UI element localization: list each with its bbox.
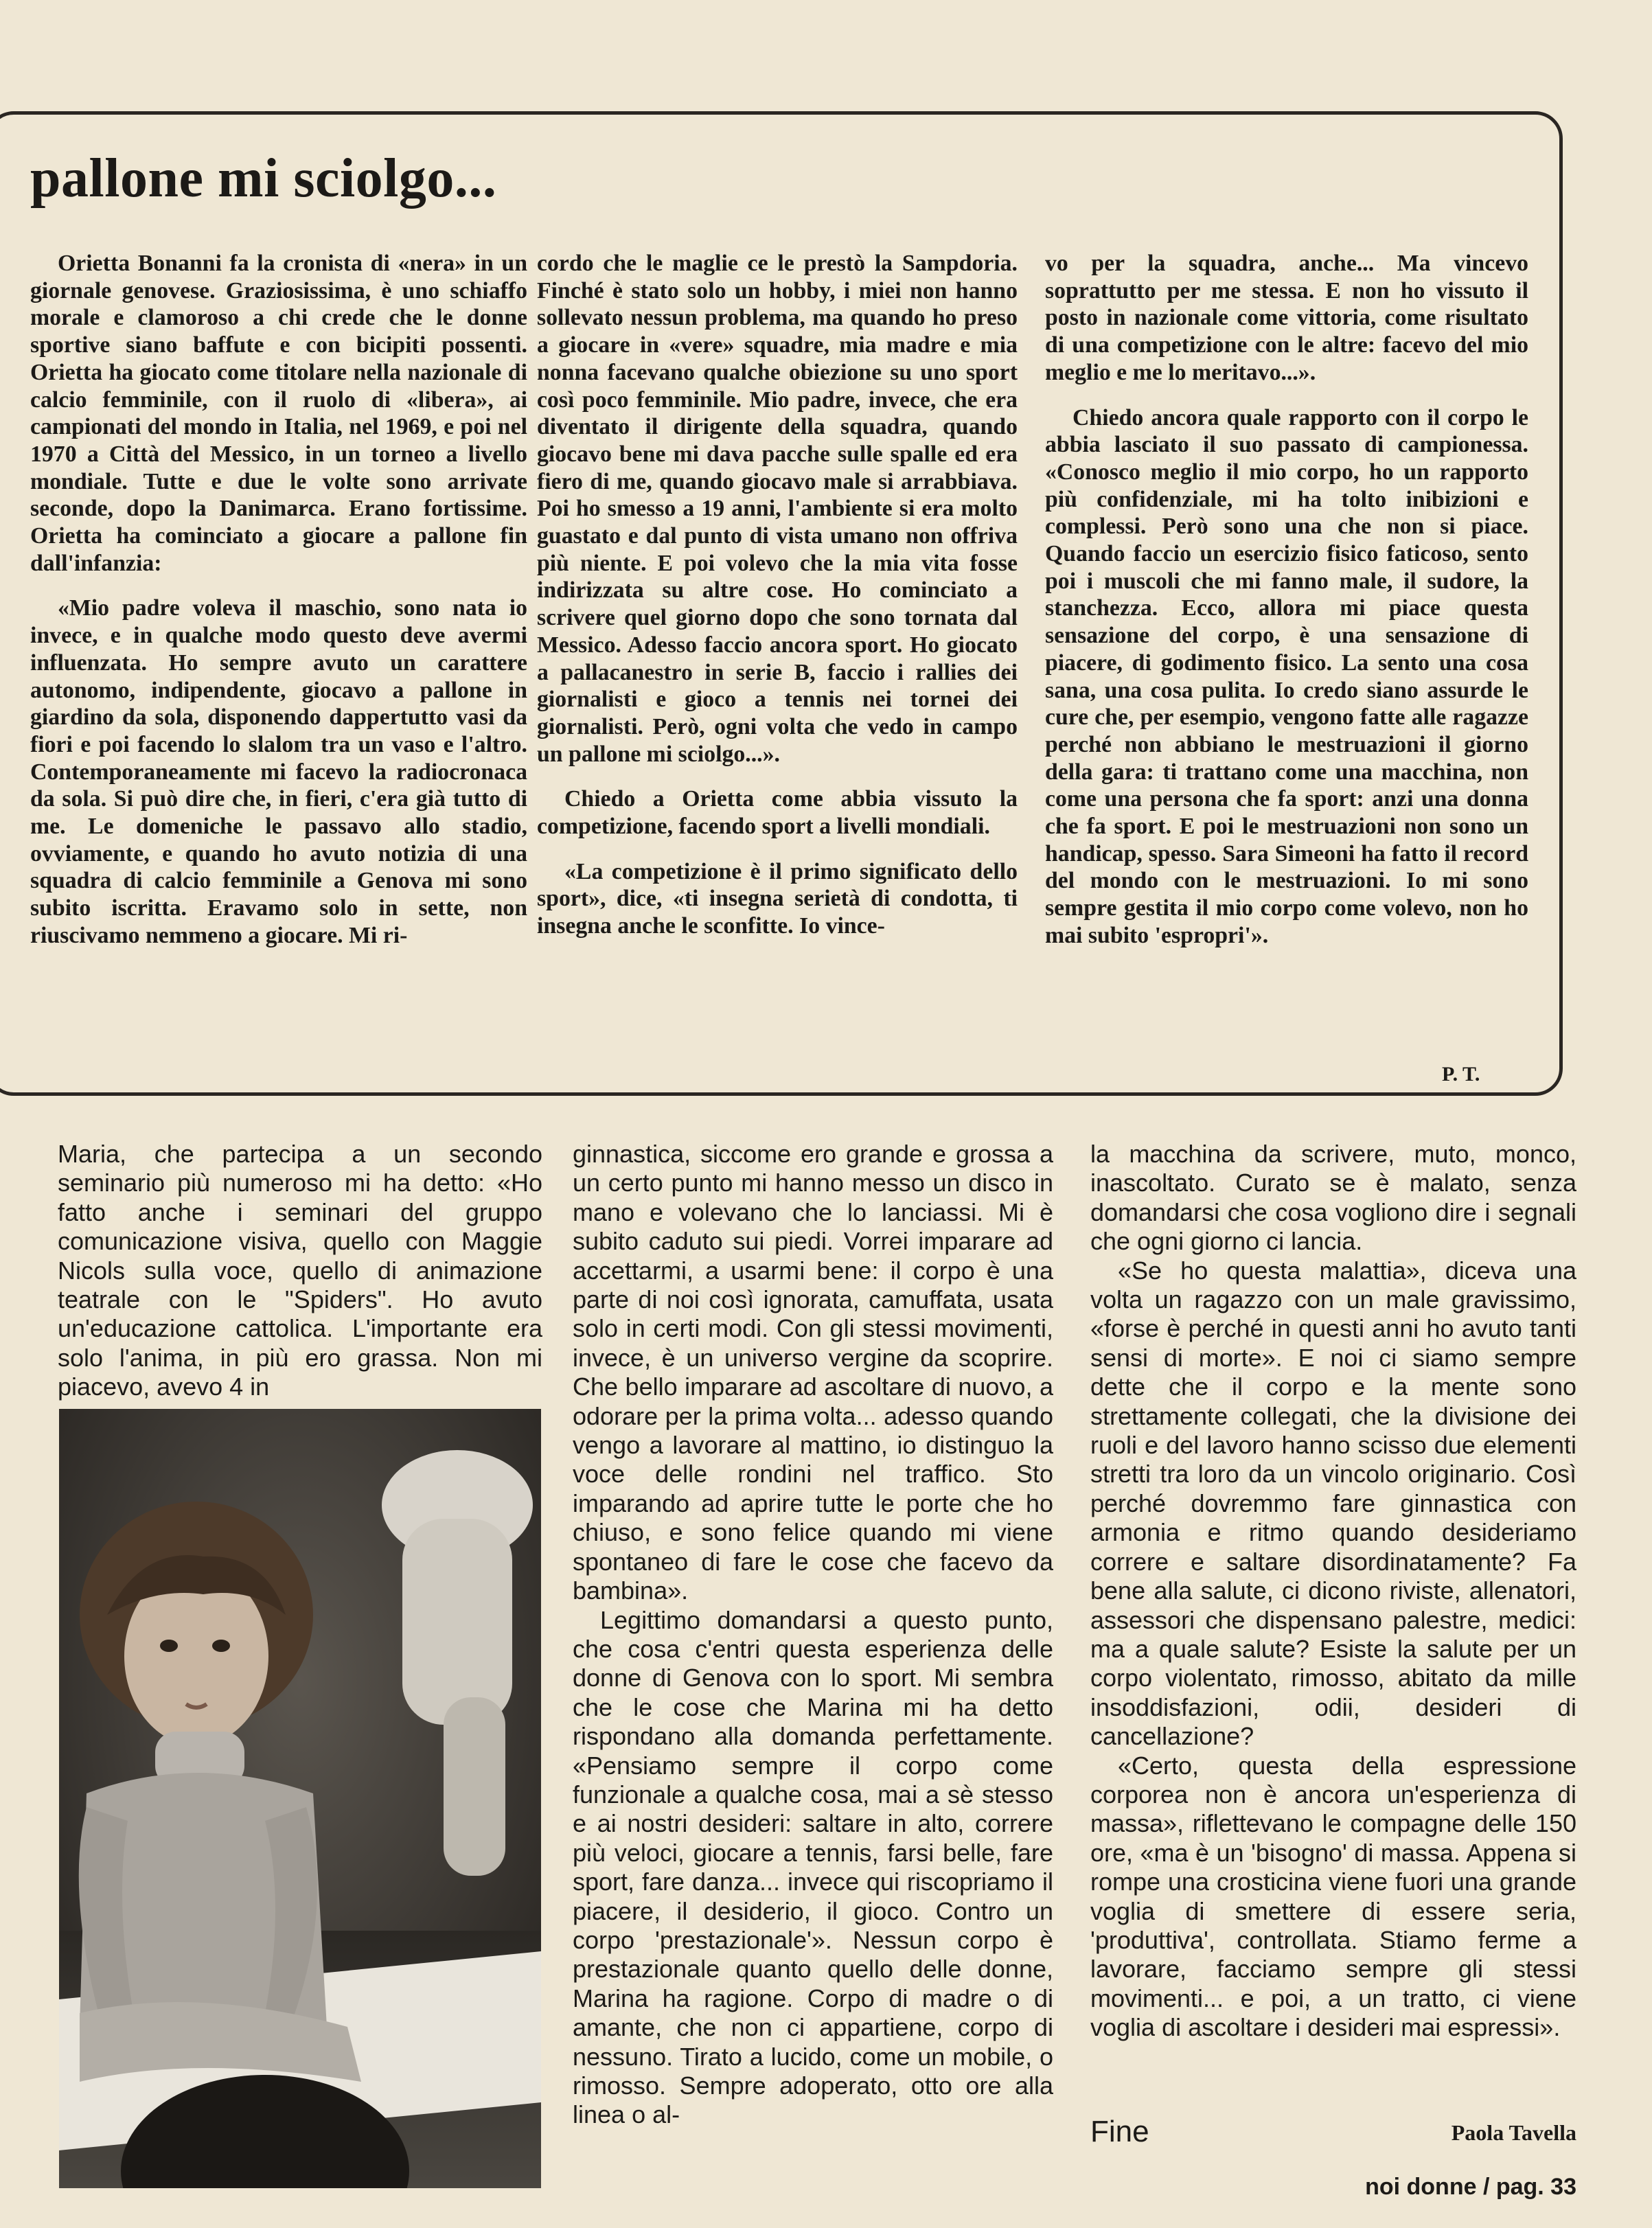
paragraph: Chiedo a Orietta come abbia vissuto la competizione, facendo sport a livelli mondiali. bbox=[537, 786, 1018, 840]
box-column-1 bbox=[30, 250, 527, 967]
paragraph: «La competizione è il primo significato dello sport», dice, «ti insegna serietà di condotta, ti insegna anche le sconfitte. Io vince- bbox=[537, 858, 1018, 939]
box-signature: P. T. bbox=[1442, 1063, 1480, 1086]
paragraph: Chiedo ancora quale rapporto con il corpo le abbia lasciato il suo passato di campionessa. «Conosco meglio il mio corpo, ho un rapporto più confidenziale, mi ha tolto inibizioni e complessi. Però sono una che non si piace. Quando faccio un esercizio fisico faticoso, sento poi i muscoli che mi fanno male, il sudore, la stanchezza. Ecco, allora mi piace questa sensazione del corpo, è una sensazione di piacere, di godimento fisico. La sento una cosa sana, una cosa pulita. Io credo siano assurde le cure che, per esempio, vengono fatte alle ragazze perché non abbiano le mestruazioni il giorno della gara: ti trattano come una macchina, non come una persona che fa sport: anzi una donna che fa sport. E poi le mestruazioni non sono un handicap, spesso. Sara Simeoni ha fatto il record del mondo con le mestruazioni. Io mi sono sempre gestita il mio corpo come volevo, non ho mai subito 'espropri'». bbox=[1045, 404, 1528, 948]
box-column-2 bbox=[537, 250, 1018, 958]
fine-label: Fine bbox=[1090, 2115, 1149, 2148]
paragraph: la macchina da scrivere, muto, monco, inascoltato. Curato se è malato, senza domandarsi che cosa vogliono dire i segnali che ogni giorno ci lancia. bbox=[1090, 1140, 1576, 1256]
article-end bbox=[1090, 2115, 1576, 2156]
box-column-3 bbox=[1045, 250, 1528, 967]
article-headline: pallone mi sciolgo... bbox=[30, 148, 497, 209]
lower-column-1 bbox=[58, 1140, 542, 1402]
page-footer: noi donne / pag. 33 bbox=[1365, 2174, 1576, 2200]
girl-gymnastics-photo bbox=[59, 1409, 541, 2188]
author-byline: Paola Tavella bbox=[1451, 2120, 1576, 2145]
paragraph: Legittimo domandarsi a questo punto, che cosa c'entri questa esperienza delle donne di Genova con lo sport. Mi sembra che le cose che Marina mi ha detto rispondano alla domanda perfettamente. «Pensiamo sempre il corpo come funzionale a qualche cosa, mai a sè stesso e ai nostri desideri: saltare in alto, correre più veloci, giocare a tennis, farsi belle, fare sport, fare danza... invece qui riscopriamo il piacere, il desiderio, il gioco. Contro un corpo 'prestazionale'». Nessun corpo è prestazionale quanto quello delle donne, Marina ha ragione. Corpo di madre o di amante, che non ci appartiene, corpo di nessuno. Tirato a lucido, come un mobile, o rimosso. Sempre adoperato, otto ore alla linea o al- bbox=[573, 1605, 1053, 2129]
paragraph: vo per la squadra, anche... Ma vincevo soprattutto per me stessa. E non ho vissuto il posto in nazionale come vittoria, come risultato di una competizione con le altre: facevo del mio meglio e me lo meritavo...». bbox=[1045, 251, 1528, 385]
paragraph: Maria, che partecipa a un secondo seminario più numeroso mi ha detto: «Ho fatto anche i seminari del gruppo comunicazione visiva, quello con Maggie Nicols sulla voce, quello di animazione teatrale con le "Spiders". Ho avuto un'educazione cattolica. L'importante era solo l'anima, in più ero grassa. Non mi piacevo, avevo 4 in bbox=[58, 1140, 542, 1401]
paragraph: «Se ho questa malattia», diceva una volta un ragazzo con un male gravissimo, «forse è perché in questi anni ho avuto tanti sensi di morte». E noi ci siamo sempre dette che il corpo e la mente sono strettamente collegati, che la divisione dei ruoli e del lavoro hanno scisso due elementi stretti tra loro da un vincolo originario. Così perché dovremmo fare ginnastica con armonia e ritmo quando desideriamo correre e saltare disordinatamente? Fa bene alla salute, ci dicono riviste, allenatori, assessori che dispensano palestre, medici: ma a quale salute? Esiste la salute per un corpo violentato, rimosso, abitato da mille insoddisfazioni, odii, desideri di cancellazione? bbox=[1090, 1256, 1576, 1751]
lower-column-3 bbox=[1090, 1140, 1576, 2043]
paragraph: ginnastica, siccome ero grande e grossa a un certo punto mi hanno messo un disco in mano e volevano che lo lanciassi. Mi è subito caduto sui piedi. Vorrei imparare ad accettarmi, a usarmi bene: il corpo è una parte di noi così ignorata, camuffata, usata solo in certi modi. Con gli stessi movimenti, invece, è un universo vergine da scoprire. Che bello imparare ad ascoltare di nuovo, a odorare per la prima volta... adesso quando vengo a lavorare al mattino, io distinguo la voce delle rondini nel traffico. Sto imparando ad aprire tutte le porte che ho chiuso, e sono felice quando mi viene spontaneo di fare le cose che facevo da bambina». bbox=[573, 1140, 1053, 1605]
paragraph: Orietta Bonanni fa la cronista di «nera» in un giornale genovese. Graziosissima, è uno schiaffo morale e clamoroso a chi crede che le donne sportive siano baffute e con bicipiti possenti. Orietta ha giocato come titolare nella nazionale di calcio femminile, con il ruolo di «libera», ai campionati del mondo in Italia, nel 1969, e poi nel 1970 a Città del Messico, in un torneo a livello mondiale. Tutte e due le volte sono arrivate seconde, dopo la Danimarca. Erano fortissime. Orietta ha cominciato a giocare a pallone fin dall'infanzia: bbox=[30, 251, 527, 576]
paragraph: «Mio padre voleva il maschio, sono nata io invece, e in qualche modo questo deve avermi influenzata. Ho sempre avuto un carattere autonomo, indipendente, giocavo a pallone in giardino da sola, disponendo dappertutto vasi da fiori e poi facendo lo slalom tra un vaso e l'altro. Contemporaneamente mi facevo la radiocronaca da sola. Si può dire che, in fieri, c'era già tutto di me. Le domeniche le passavo allo stadio, ovviamente, e quando ho avuto notizia di una squadra di calcio femminile a Genova mi sono subito iscritta. Eravamo solo in sette, non riuscivamo nemmeno a giocare. Mi ri- bbox=[30, 595, 527, 948]
lower-column-2 bbox=[573, 1140, 1053, 2130]
paragraph: cordo che le maglie ce le prestò la Sampdoria. Finché è stato solo un hobby, i miei non hanno sollevato nessun problema, ma quando ho preso a giocare in «vere» squadre, mia madre e mia nonna facevano qualche obiezione su uno sport così poco femminile. Mio padre, invece, che era diventato il dirigente della squadra, quando giocavo bene mi dava pacche sulle spalle ed era fiero di me, quando giocavo male si arrabbiava. Poi ho smesso a 19 anni, l'ambiente si era molto guastato e dal punto di vista umano non offriva più niente. E poi volevo che la mia vita fosse indirizzata su altre cose. Ho cominciato a scrivere quel giorno dopo che sono tornata dal Messico. Adesso faccio ancora sport. Ho giocato a pallacanestro in serie B, faccio i rallies dei giornalisti e gioco a tennis nei tornei dei giornalisti. Però, ogni volta che vedo in campo un pallone mi sciolgo...». bbox=[537, 251, 1018, 767]
paragraph: «Certo, questa della espressione corporea non è ancora un'esperienza di massa», riflettevano le compagne delle 150 ore, «ma è un 'bisogno' di massa. Appena si rompe una crosticina viene fuori una grande voglia di smettere di essere seria, 'produttiva', controllata. Stiamo ferme a lavorare, facciamo sempre gli stessi movimenti... e poi, a un tratto, ci viene voglia di ascoltare i desideri mai espressi». bbox=[1090, 1751, 1576, 2042]
